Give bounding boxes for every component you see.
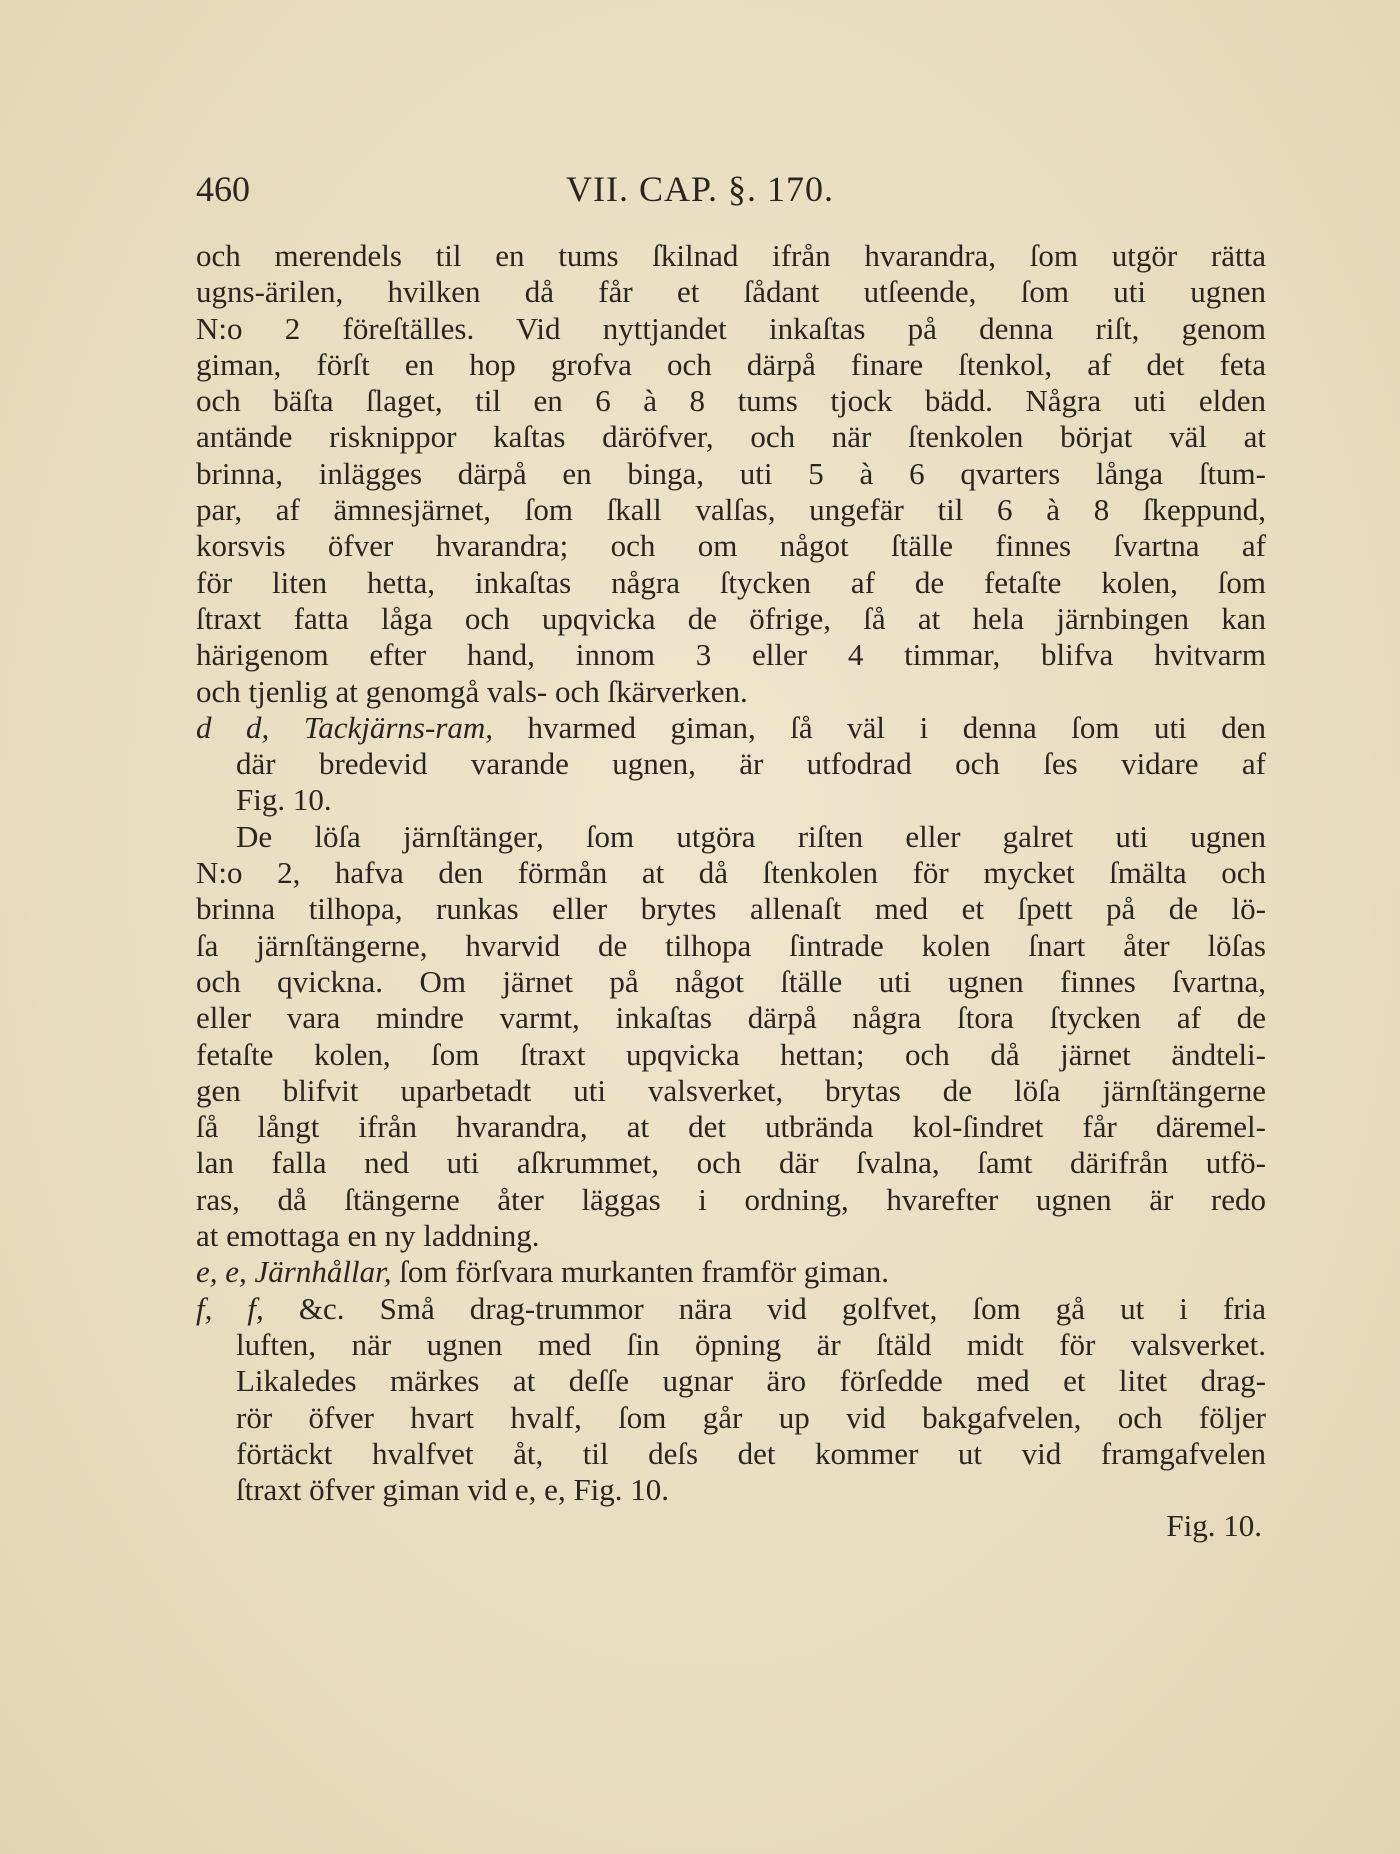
item-d-text: hvarmed giman, ſå väl i denna ſom uti den [527,709,1266,745]
text-line: och qvickna. Om järnet på något ſtälle uti ugnen finnes ſvartna, [196,963,1266,999]
text-line: lan falla ned uti aſkrummet, och där ſvalna, ſamt därifrån utfö- [196,1145,1266,1181]
item-d-line-2: där bredevid varande ugnen, är utfodrad och ſes vidare af [236,746,1266,782]
item-f-line [196,1291,1266,1327]
item-e-text: ſom förſvara murkanten framför giman. [399,1254,890,1290]
text-line: Likaledes märkes at deſſe ugnar äro förſedde med et litet drag- [236,1363,1266,1399]
text-line: luften, när ugnen med ſin öpning är ſtäld midt för valsverket. [236,1326,1266,1362]
text-line: eller vara mindre varmt, inkaſtas därpå några ſtora ſtycken af de [196,1000,1266,1036]
item-e-term: Järnhållar, [254,1254,392,1290]
item-d-line-3: Fig. 10. [236,782,332,818]
item-f-text: &c. Små drag-trummor nära vid golfvet, ſom gå ut i fria [298,1290,1266,1326]
text-line: brinna, inlägges därpå en binga, uti 5 à 6 qvarters långa ſtum- [196,455,1266,491]
text-line: par, af ämnesjärnet, ſom ſkall valſas, ungefär til 6 à 8 ſkeppund, [196,492,1266,528]
catchword: Fig. 10. [1166,1508,1262,1544]
item-d-line [196,710,1266,746]
text-line: och bäſta ſlaget, til en 6 à 8 tums tjock bädd. Några uti elden [196,383,1266,419]
item-e-letters: e, e, [196,1254,247,1290]
text-line: korsvis öfver hvarandra; och om något ſtälle finnes ſvartna af [196,528,1266,564]
item-d-letters: d d, [196,709,270,745]
text-line: giman, förſt en hop grofva och därpå finare ſtenkol, af det feta [196,346,1266,382]
item-e-line [196,1254,1266,1290]
text-line: ras, då ſtängerne åter läggas i ordning, hvarefter ugnen är redo [196,1181,1266,1217]
page-number: 460 [196,169,250,209]
text-line: brinna tilhopa, runkas eller brytes allenaſt med et ſpett på de lö- [196,891,1266,927]
text-line: för liten hetta, inkaſtas några ſtycken af de fetaſte kolen, ſom [196,564,1266,600]
text-line: N:o 2 föreſtälles. Vid nyttjandet inkaſtas på denna riſt, genom [196,310,1266,346]
text-line: förtäckt hvalfvet åt, til deſs det kommer ut vid framgafvelen [236,1435,1266,1471]
text-line: och merendels til en tums ſkilnad ifrån hvarandra, ſom utgör rätta [196,238,1266,273]
text-line: rör öfver hvart hvalf, ſom går up vid bakgafvelen, och följer [236,1399,1266,1435]
item-d-term: Tackjärns-ram, [303,709,493,745]
text-line: ugns-ärilen, hvilken då får et ſådant utſeende, ſom uti ugnen [196,274,1266,310]
text-line: ſa järnſtängerne, hvarvid de tilhopa ſintrade kolen ſnart åter löſas [196,927,1266,963]
page-header [196,168,1266,218]
body-text [196,238,1266,1545]
text-line: fetaſte kolen, ſom ſtraxt upqvicka hettan; och då järnet ändteli- [196,1036,1266,1072]
text-line: antände risknippor kaſtas däröfver, och när ſtenkolen börjat väl at [196,419,1266,455]
text-line: härigenom efter hand, innom 3 eller 4 timmar, blifva hvitvarm [196,637,1266,673]
text-line: ſå långt ifrån hvarandra, at det utbrända kol-ſindret får däremel- [196,1109,1266,1145]
running-head: VII. CAP. §. 170. [566,169,835,209]
item-f-letters: f, f, [196,1290,264,1326]
text-line: och tjenlig at genomgå vals- och ſkärverken. [196,673,748,709]
text-line: De löſa järnſtänger, ſom utgöra riſten eller galret uti ugnen [236,818,1266,854]
text-line: ſtraxt fatta låga och upqvicka de öfrige, ſå at hela järnbingen kan [196,600,1266,636]
text-line: ſtraxt öfver giman vid e, e, Fig. 10. [236,1472,670,1508]
text-line: at emottaga en ny laddning. [196,1218,540,1254]
text-line: gen blifvit uparbetadt uti valsverket, brytas de löſa järnſtängerne [196,1072,1266,1108]
text-line: N:o 2, hafva den förmån at då ſtenkolen för mycket ſmälta och [196,855,1266,891]
